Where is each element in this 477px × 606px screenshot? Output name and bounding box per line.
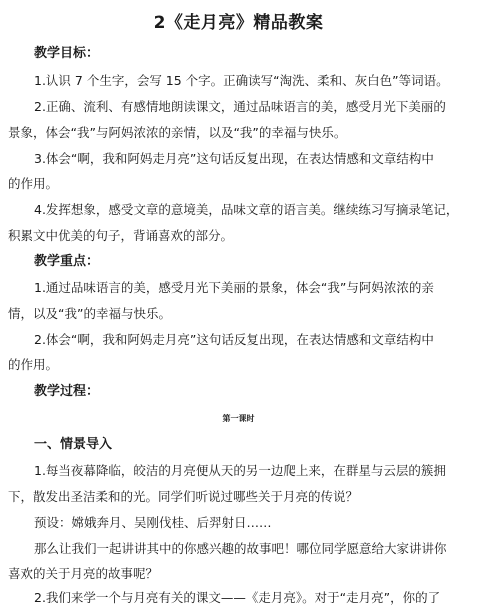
paragraph-2-line-1: 预设：嫦娥奔月、吴刚伐桂、后羿射日……: [34, 515, 272, 530]
paragraph-3-line-2: 喜欢的关于月亮的故事呢？: [8, 566, 159, 581]
paragraph-1-line-1: 1.每当夜幕降临，皎洁的月亮便从天的另一边爬上来，在群星与云层的簇拥: [34, 463, 446, 478]
document-title: 2《走月亮》精品教案: [153, 13, 324, 33]
key-point-1-line-2: 情，以及“我”的幸福与快乐。: [8, 306, 171, 321]
paragraph-1-line-2: 下，散发出圣洁柔和的光。同学们听说过哪些关于月亮的传说？: [8, 489, 359, 504]
key-point-1-line-1: 1.通过品味语言的美，感受月光下美丽的景象，体会“我”与阿妈浓浓的亲: [34, 280, 434, 295]
goals-heading: 教学目标：: [34, 46, 100, 61]
goal-4-line-2: 积累文中优美的句子，背诵喜欢的部分。: [8, 228, 234, 243]
key-point-2-line-2: 的作用。: [8, 357, 59, 372]
lesson-title: 第一课时: [222, 414, 255, 423]
paragraph-3-line-1: 那么让我们一起讲讲其中的你感兴趣的故事吧！哪位同学愿意给大家讲讲你: [34, 541, 447, 556]
goal-3-line-1: 3.体会“啊，我和阿妈走月亮”这句话反复出现，在表达情感和文章结构中: [34, 151, 434, 166]
key-point-2-line-1: 2.体会“啊，我和阿妈走月亮”这句话反复出现，在表达情感和文章结构中: [34, 332, 434, 347]
paragraph-4-line-1: 2.我们来学一个与月亮有关的课文——《走月亮》。对于“走月亮”，你的了: [34, 590, 441, 605]
goal-2-line-1: 2.正确、流利、有感情地朗读课文，通过品味语言的美，感受月光下美丽的: [34, 99, 446, 114]
goal-4-line-1: 4.发挥想象，感受文章的意境美，品味文章的语言美。继续练习写摘录笔记，: [34, 202, 459, 217]
section-1-heading: 一、情景导入: [34, 437, 113, 452]
goal-1-line-1: 1.认识 7 个生字，会写 15 个字。正确读写“淘洗、柔和、灰白色”等词语。: [34, 73, 449, 88]
process-heading: 教学过程：: [34, 384, 100, 399]
goal-3-line-2: 的作用。: [8, 176, 59, 191]
goal-2-line-2: 景象，体会“我”与阿妈浓浓的亲情，以及“我”的幸福与快乐。: [8, 125, 347, 140]
key-points-heading: 教学重点：: [34, 254, 100, 269]
